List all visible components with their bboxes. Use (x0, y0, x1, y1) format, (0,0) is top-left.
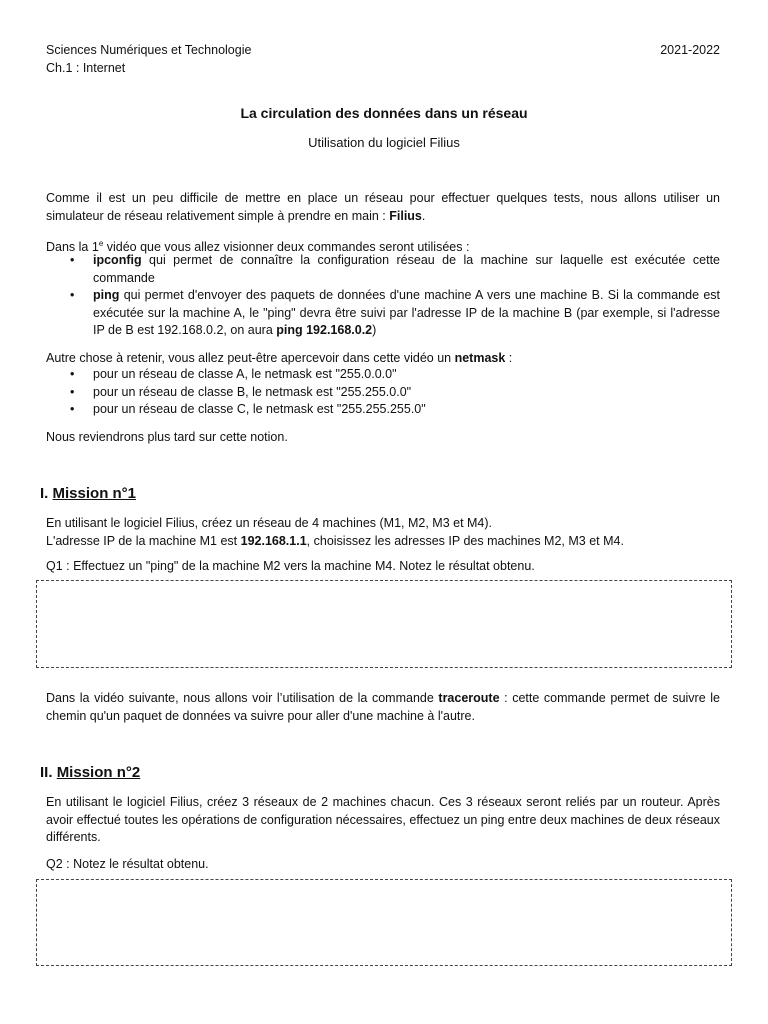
list-item: • pour un réseau de classe A, le netmask est "255.0.0.0" (46, 366, 720, 384)
intro-paragraph: Comme il est un peu difficile de mettre en place un réseau pour effectuer quelques tests, nous allons utiliser un simulateur de réseau relativement simple à prendre en main : Filius. (46, 191, 720, 223)
mission1-text: En utilisant le logiciel Filius, créez un réseau de 4 machines (M1, M2, M3 et M4). L'adresse IP de la machine M1 est 192.168.1.1, choisissez les adresses IP des machines M2, M3 et M4. (46, 516, 624, 548)
video-intro: Dans la 1e vidéo que vous allez visionner deux commandes seront utilisées : (46, 239, 470, 255)
commands-list (46, 252, 720, 340)
answer-box-q1[interactable] (36, 580, 732, 668)
traceroute-paragraph: Dans la vidéo suivante, nous allons voir l’utilisation de la commande traceroute : cette commande permet de suivre le chemin qu'un paquet de données va suivre pour aller d'une machine à l'autre. (46, 691, 720, 723)
chapter-label: Ch.1 : Internet (46, 61, 126, 75)
mission2-heading: II. Mission n°2 (40, 764, 141, 781)
list-item: • pour un réseau de classe C, le netmask est "255.255.255.0" (46, 401, 720, 419)
netmask-list (46, 366, 720, 419)
school-year: 2021-2022 (660, 43, 720, 57)
bullet-icon: • (70, 402, 75, 416)
bullet-icon: • (70, 367, 75, 381)
answer-box-q2[interactable] (36, 879, 732, 966)
list-item: • pour un réseau de classe B, le netmask est "255.255.0.0" (46, 384, 720, 402)
bullet-icon: • (70, 384, 75, 399)
question-q1: Q1 : Effectuez un "ping" de la machine M2 vers la machine M4. Notez le résultat obtenu. (46, 559, 535, 573)
later-note: Nous reviendrons plus tard sur cette notion. (46, 430, 288, 444)
question-q2: Q2 : Notez le résultat obtenu. (46, 857, 209, 871)
page-title: La circulation des données dans un réseau (240, 105, 528, 121)
mission2-text: En utilisant le logiciel Filius, créez 3 réseaux de 2 machines chacun. Ces 3 réseaux seront reliés par un routeur. Après avoir effectué toutes les opérations de configuration nécessaires, effectuez un ping entre deux machines de deux réseaux différents. (46, 795, 720, 844)
course-title: Sciences Numériques et Technologie (46, 43, 252, 57)
bullet-icon: • (70, 288, 75, 302)
list-item: • ping qui permet d'envoyer des paquets de données d'une machine A vers une machine B. Si la commande est exécutée sur la machine A, le "ping" devra être suivi par l'adresse IP de la machine B (par exemple, si l'adresse IP de B est 192.168.0.2, on aura ping 192.168.0.2) (70, 288, 720, 337)
netmask-intro: Autre chose à retenir, vous allez peut-être apercevoir dans cette vidéo un netmask : (46, 351, 513, 365)
page-subtitle: Utilisation du logiciel Filius (308, 135, 460, 150)
mission1-heading: I. Mission n°1 (40, 485, 137, 502)
list-item: • ipconfig qui permet de connaître la configuration réseau de la machine sur laquelle est exécutée cette commande (70, 253, 720, 285)
bullet-icon: • (70, 253, 75, 267)
filius-name: Filius (389, 208, 422, 223)
